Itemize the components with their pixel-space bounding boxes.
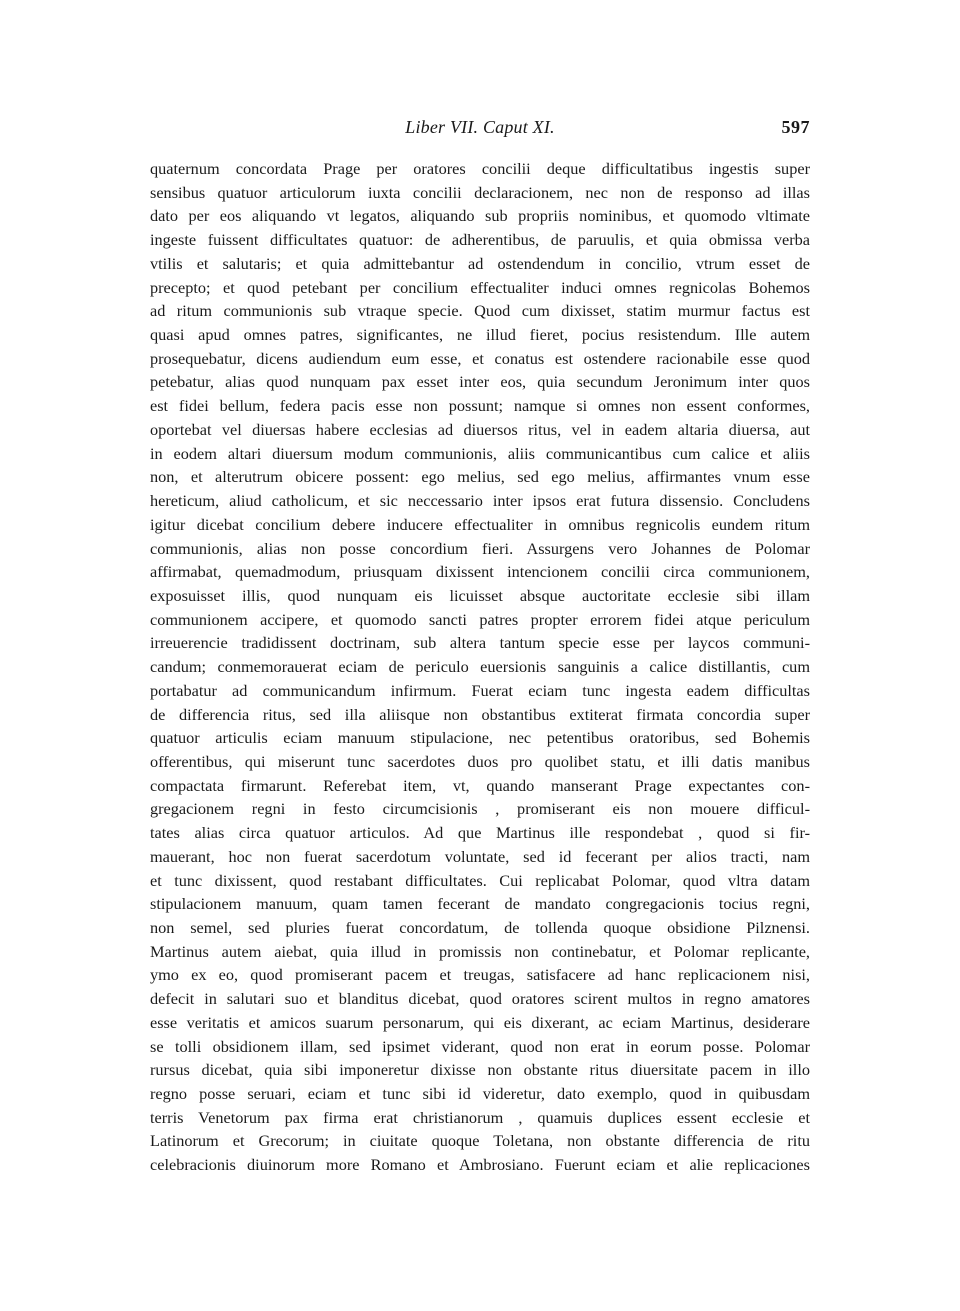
text-line: affirmabat, quemadmodum, priusquam dixissent intencionem concilii circa communionem,: [150, 562, 810, 582]
text-line: terris Venetorum pax firma erat christianorum , quamuis duplices essent ecclesie et: [150, 1107, 810, 1127]
body-text: [150, 157, 810, 1177]
text-line: est fidei bellum, federa pacis esse non possunt; namque si omnes non essent conformes,: [150, 396, 810, 416]
text-line: portabatur ad communicandum infirmum. Fuerat eciam tunc ingesta eadem difficultas: [150, 680, 810, 700]
text-line: ad ritum communionis sub vtraque specie. Quod cum dixisset, statim murmur factus est: [150, 301, 810, 321]
text-line: prosequebatur, dicens audiendum eum esse, et conatus est ostendere racionabile esse quod: [150, 348, 810, 368]
text-line: compactata firmarunt. Referebat item, vt, quando manserant Prage expectantes con-: [150, 775, 810, 795]
text-line: Martinus autem aiebat, quia illud in promissis non continebatur, et Polomar replicante,: [150, 941, 810, 961]
text-line: ymo ex eo, quod promiserant pacem et treugas, satisfacere ad hanc replicacionem nisi,: [150, 965, 810, 985]
text-line: non semel, sed pluries fuerat concordatum, de tollenda quoque obsidione Pilznensi.: [150, 918, 810, 937]
text-line: petebatur, alias quod nunquam pax esset inter eos, quia secundum Jeronimum inter quos: [150, 372, 810, 392]
text-line: gregacionem regni in festo circumcisionis , promiserant eis non mouere difficul-: [150, 799, 810, 819]
text-line: ingeste fuissent difficultates quatuor: de adherentibus, de paruulis, et quia obmissa verba: [150, 230, 810, 250]
text-line: se tolli obsidionem illam, sed ipsimet viderant, quod non erat in eorum posse. Polomar: [150, 1036, 810, 1056]
text-line: Latinorum et Grecorum; in ciuitate quoque Toletana, non obstante differencia de ritu: [150, 1131, 810, 1151]
text-line: mauerant, hoc non fuerat sacerdotum voluntate, sed id fecerant per alios tracti, nam: [150, 846, 810, 866]
text-line: tates alias circa quatuor articulos. Ad que Martinus ille respondebat , quod si fir-: [150, 823, 810, 843]
text-line: sensibus quatuor articulorum iuxta concilii declaracionem, nec non de responso ad illas: [150, 182, 810, 202]
text-line: irreuerencie tradidissent doctrinam, sub altera tantum specie esse per laycos communi-: [150, 633, 810, 653]
text-line: quatuor articulis eciam manuum stipulacione, nec petentibus oratoribus, sed Bohemis: [150, 728, 810, 748]
text-line: non, et alterutrum obicere possent: ego melius, sed ego melius, affirmantes vnum esse: [150, 467, 810, 487]
text-line: regno posse seruari, eciam et tunc sibi id videretur, dato exemplo, quod in quibusdam: [150, 1084, 810, 1104]
text-line: dato per eos aliquando vt legatos, aliquando sub propriis nominibus, et quomodo vltimate: [150, 206, 810, 226]
text-line: vtilis et salutaris; et quia admittebantur ad ostendendum in concilio, vtrum esset de: [150, 253, 810, 273]
text-line: oportebat vel diuersas habere ecclesias ad diuersos ritus, vel in eadem altaria diuersa, aut: [150, 419, 810, 439]
text-line: candum; conmemorauerat eciam de periculo euersionis sanguinis a calice distillantis, cum: [150, 657, 810, 677]
text-line: rursus dicebat, quia sibi imponeretur dixisse non obstante ritus diuersitate pacem in illo: [150, 1060, 810, 1080]
text-line: de differencia ritus, sed illa aliisque non obstantibus extiterat firmata concordia super: [150, 704, 810, 724]
text-line: celebracionis diuinorum more Romano et Ambrosiano. Fuerunt eciam et alie replicaciones: [150, 1155, 810, 1175]
text-line: in eodem altari diuersum modum communionis, aliis communicantibus cum calice et aliis: [150, 443, 810, 463]
text-line: communionis, alias non posse concordium fieri. Assurgens vero Johannes de Polomar: [150, 538, 810, 558]
text-line: esse veritatis et amicos suarum personarum, qui eis dixerant, ac eciam Martinus, desiderare: [150, 1012, 810, 1032]
text-line: et tunc dixissent, quod restabant difficultates. Cui replicabat Polomar, quod vltra datam: [150, 870, 810, 890]
text-line: precepto; et quod petebant per concilium effectualiter induci omnes regnicolas Bohemos: [150, 277, 810, 297]
text-line: quasi apud omnes patres, significantes, ne illud fieret, pocius resistendum. Ille autem: [150, 325, 810, 345]
text-line: igitur dicebat concilium debere inducere effectualiter in omnibus regnicolis eundem ritum: [150, 514, 810, 534]
running-head: [150, 117, 810, 145]
text-line: communionem accipere, et quomodo sancti patres propter errorem fidei atque periculum: [150, 609, 810, 629]
text-line: quaternum concordata Prage per oratores concilii deque difficultatibus ingestis super: [150, 159, 810, 178]
page-number: 597: [781, 117, 810, 137]
text-line: offerentibus, qui miserunt tunc sacerdotes duos pro quolibet statu, et illi datis manibus: [150, 751, 810, 771]
running-title: Liber VII. Caput XI.: [405, 117, 555, 137]
text-line: exposuisset illis, quod nunquam eis licuisset absque auctoritate ecclesie sibi illam: [150, 585, 810, 605]
text-line: stipulacionem manuum, quam tamen fecerant de mandato congregacionis tocius regni,: [150, 894, 810, 914]
text-line: defecit in salutari suo et blanditus dicebat, quod oratores scirent multos in regno amatores: [150, 989, 810, 1009]
text-line: hereticum, aliud catholicum, et sic neccessario inter ipsos erat futura dissensio. Concludens: [150, 491, 810, 511]
